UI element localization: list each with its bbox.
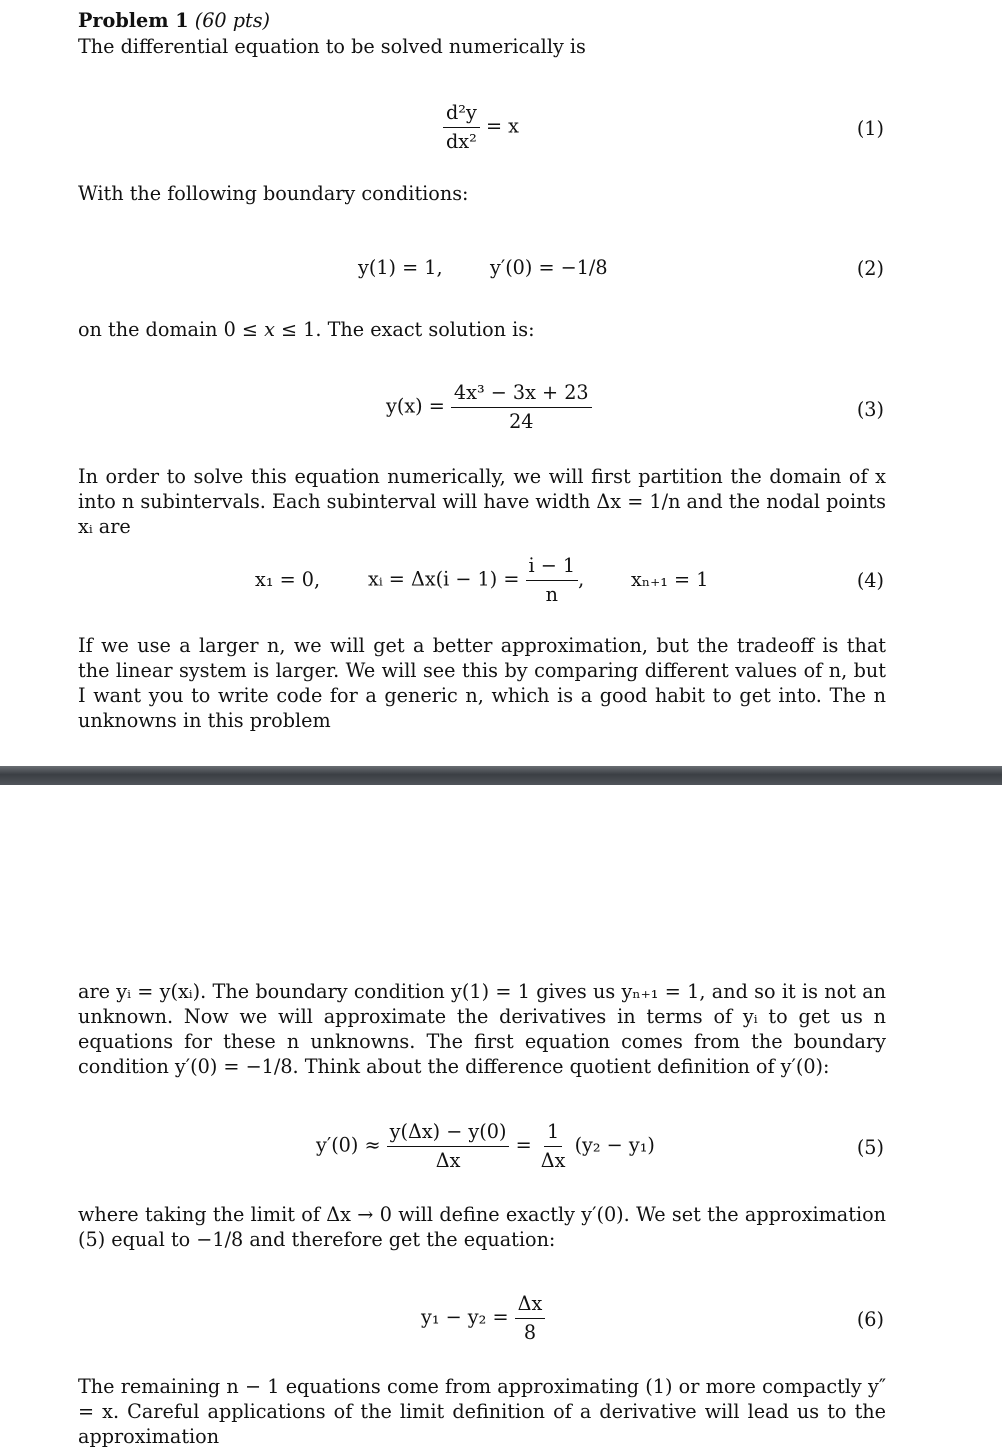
equation-3 [386, 382, 592, 433]
problem-points: (60 pts) [194, 9, 271, 32]
eq3-lhs: y(x) = [386, 394, 445, 418]
eq3-tag: (3) [856, 398, 884, 421]
eq5-lhs: y′(0) ≈ [316, 1133, 381, 1157]
eq6-denominator: 8 [523, 1321, 537, 1344]
domain-text [78, 317, 886, 342]
eq5-equals: = [515, 1133, 532, 1157]
domain-variable: x [264, 318, 275, 341]
paragraph-larger-n: If we use a larger n, we will get a better approximation, but the tradeoff is that the linear system is larger. We will see this by comparing different values of n, but I want you to write code for a generic n, which is a good habit to get into. The n unknowns in this problem [78, 634, 886, 732]
eq3-fraction [451, 382, 592, 433]
eq2-tag: (2) [856, 257, 884, 280]
eq6-fraction [515, 1293, 546, 1344]
eq4-first-node: x₁ = 0, [255, 568, 321, 591]
domain-text-b: ≤ 1. The exact solution is: [274, 318, 535, 341]
problem-header [78, 8, 886, 33]
domain-text-a: on the domain 0 ≤ [78, 318, 265, 341]
intro-text: The differential equation to be solved numerically is [78, 35, 586, 58]
eq2-left: y(1) = 1, [358, 256, 443, 279]
eq1-fraction [443, 102, 480, 153]
eq1-tag: (1) [856, 117, 884, 140]
eq6-tag: (6) [856, 1308, 884, 1331]
eq4-last-node: xₙ₊₁ = 1 [631, 568, 709, 591]
eq5-denominator-1: Δx [435, 1149, 461, 1172]
eq4-comma: , [578, 567, 585, 591]
eq5-fraction-1 [387, 1121, 510, 1172]
paragraph-partition: In order to solve this equation numerically, we will first partition the domain of x into n subintervals. Each subinterval will have width Δx = 1/n and the nodal points xᵢ are [78, 465, 886, 538]
eq4-tag: (4) [856, 569, 884, 592]
eq2-right: y′(0) = −1/8 [490, 256, 608, 279]
eq4-general-node: xᵢ = Δx(i − 1) = [368, 567, 520, 591]
eq4-numerator: i − 1 [526, 555, 579, 581]
eq5-tail: (y₂ − y₁) [574, 1133, 655, 1157]
problem-title: Problem 1 [78, 9, 189, 32]
equation-4 [368, 555, 584, 606]
eq3-denominator: 24 [509, 410, 534, 433]
eq6-lhs: y₁ − y₂ = [421, 1305, 509, 1329]
eq1-numerator: d²y [443, 102, 480, 128]
eq1-denominator: dx² [446, 130, 477, 153]
eq5-numerator-1: y(Δx) − y(0) [387, 1121, 510, 1147]
eq5-tag: (5) [856, 1136, 884, 1159]
paragraph-unknowns: are yᵢ = y(xᵢ). The boundary condition y(1) = 1 gives us yₙ₊₁ = 1, and so it is not an unknown. Now we will approximate the derivatives in terms of yᵢ to get us n equations for these n unknowns. The first equation comes from the boundary condition y′(0) = −1/8. Think about the difference quotient definition of y′(0): [78, 980, 886, 1078]
eq6-numerator: Δx [515, 1293, 546, 1319]
eq5-fraction-2 [538, 1121, 569, 1172]
eq4-fraction [526, 555, 579, 606]
equation-1 [443, 102, 519, 153]
eq1-rhs: = x [485, 114, 519, 138]
eq3-numerator: 4x³ − 3x + 23 [451, 382, 592, 408]
equation-6 [421, 1293, 545, 1344]
paragraph-limit: where taking the limit of Δx → 0 will define exactly y′(0). We set the approximation (5) equal to −1/8 and therefore get the equation: [78, 1203, 886, 1251]
eq4-denominator: n [545, 583, 558, 606]
paragraph-remaining: The remaining n − 1 equations come from approximating (1) or more compactly y″ = x. Careful applications of the limit definition of a derivative will lead us to the approximation [78, 1375, 886, 1448]
page-separator [0, 766, 1002, 785]
eq5-denominator-2: Δx [540, 1149, 566, 1172]
boundary-text: With the following boundary conditions: [78, 182, 469, 205]
eq5-numerator-2: 1 [544, 1121, 562, 1147]
equation-5 [316, 1121, 655, 1172]
